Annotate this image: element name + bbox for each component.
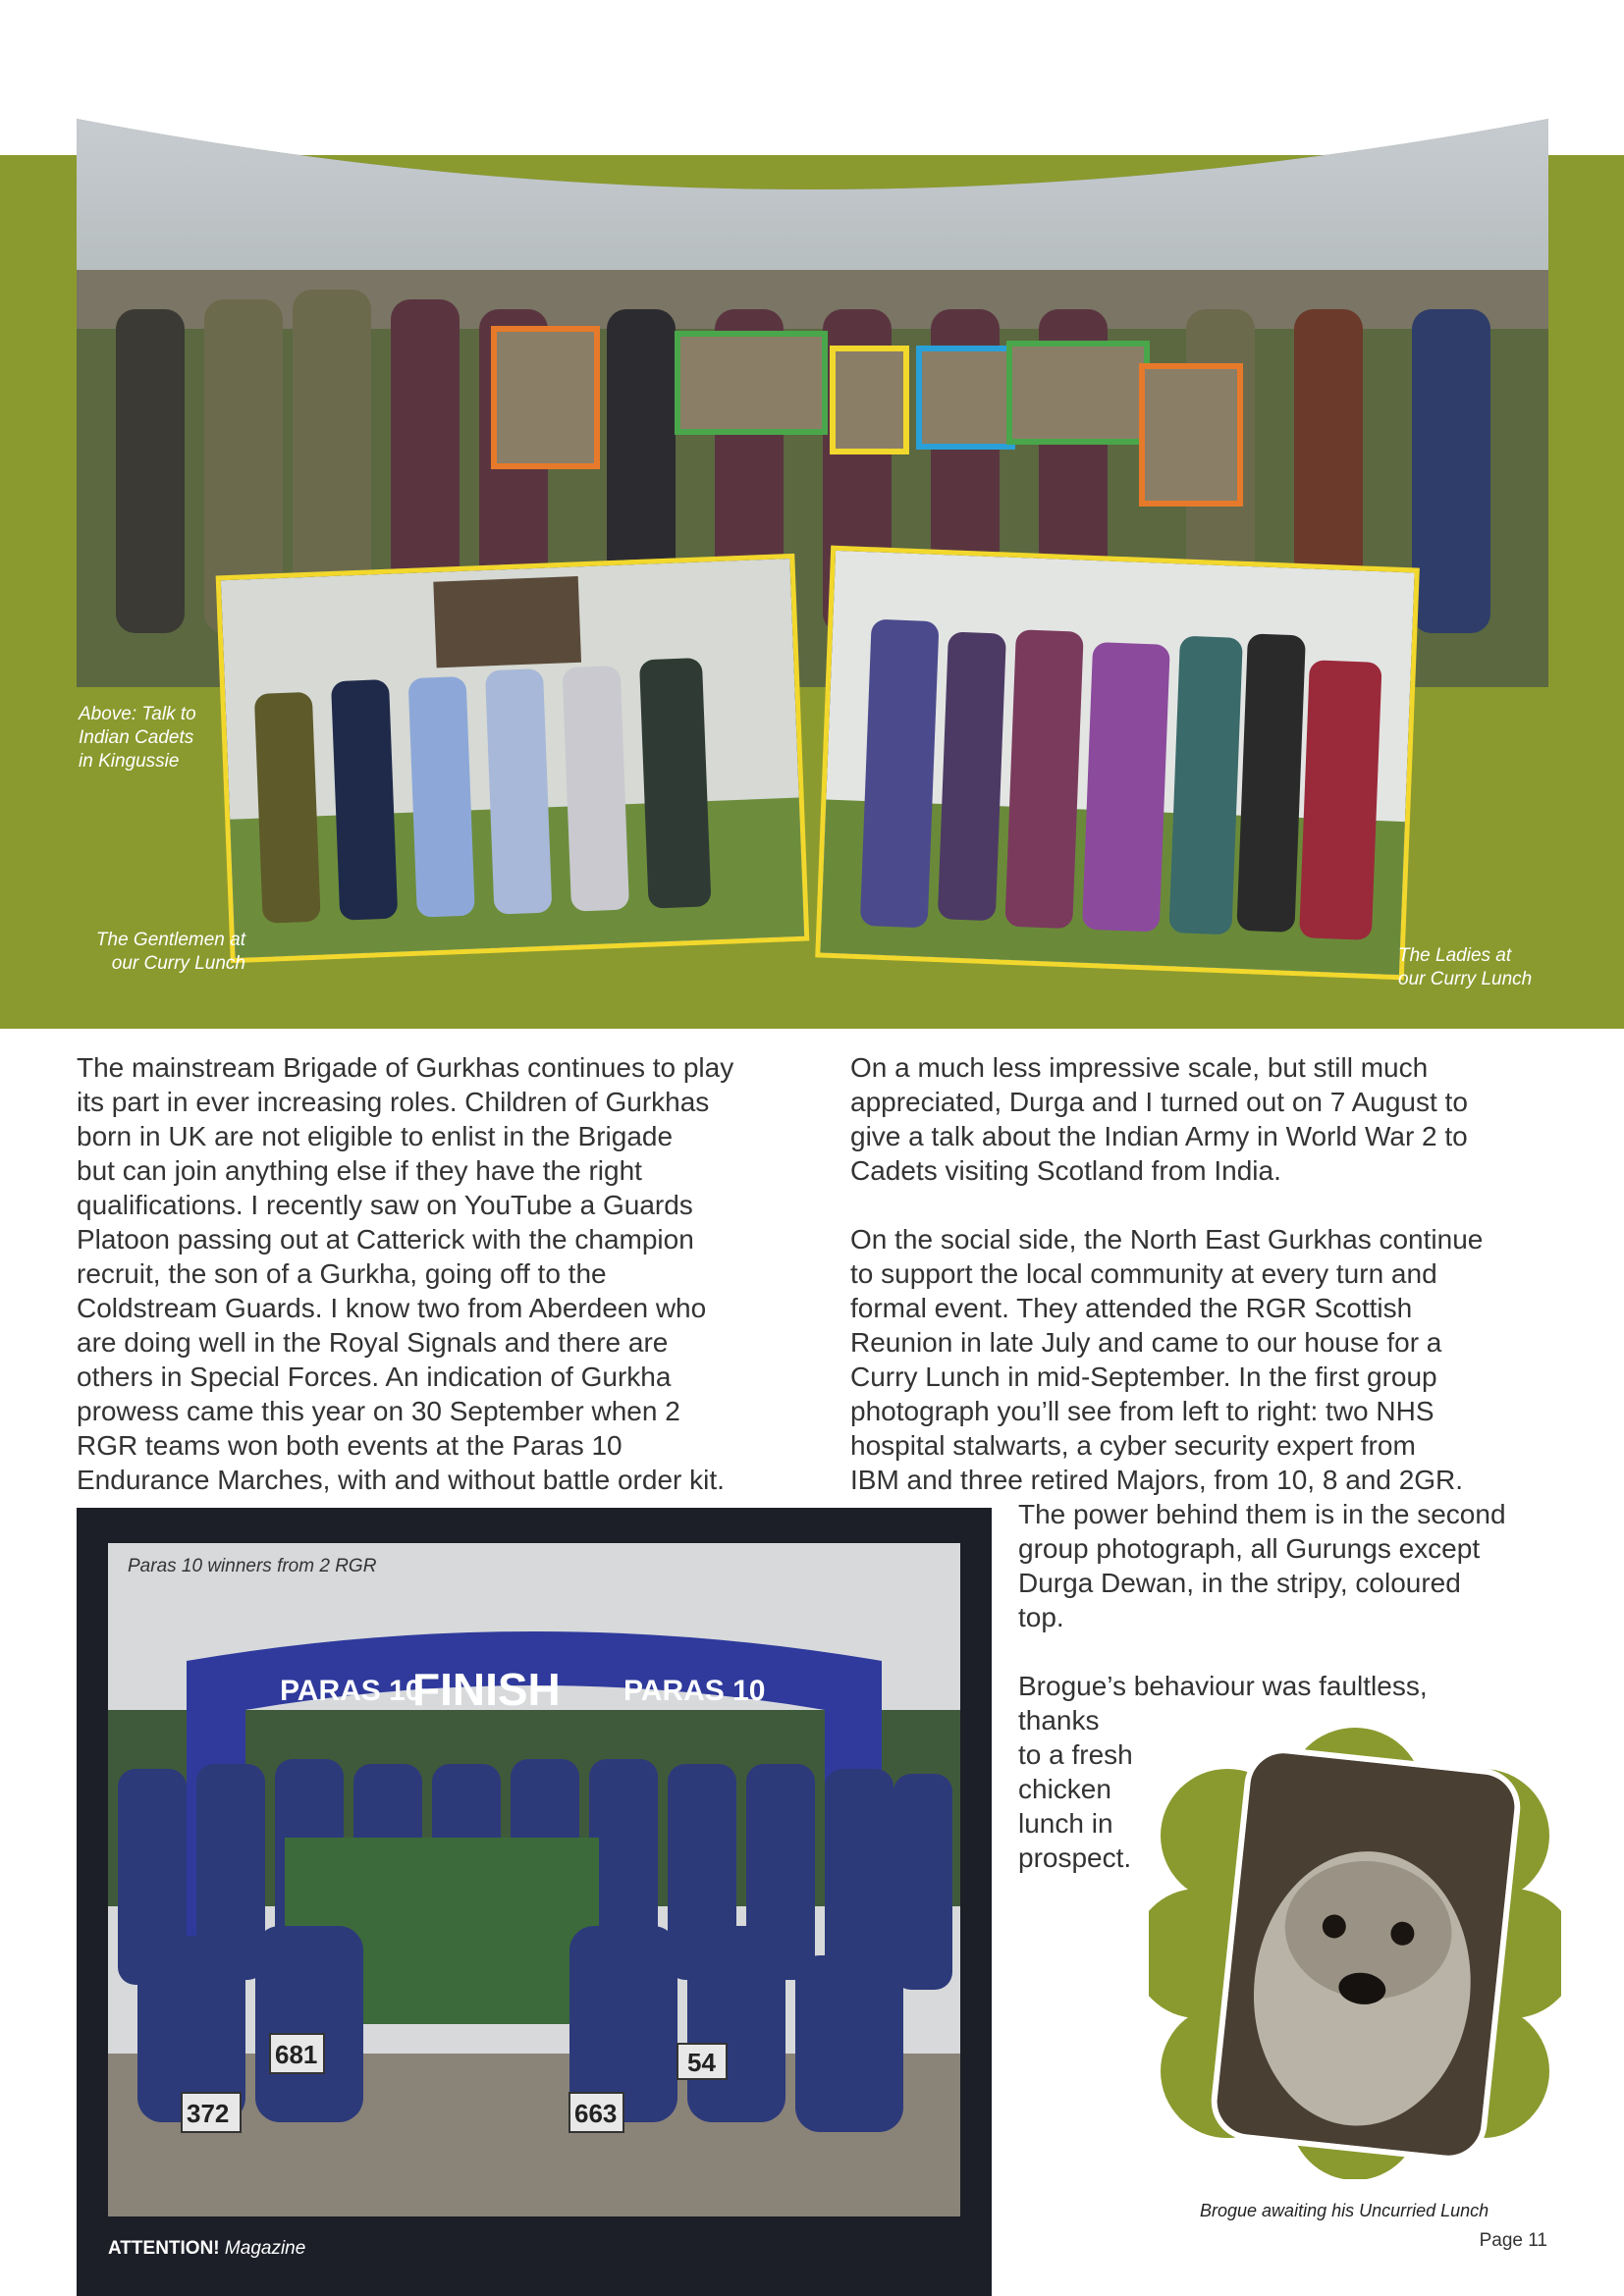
magazine-title-italic: Magazine — [219, 2238, 306, 2259]
article-column-1: The mainstream Brigade of Gurkhas continues to play its part in ever increasing roles. Children of Gurkhas born in UK are not eligible to enlist in the Brigade but can join anything else if they have the right qualifications. I recently saw on YouTube a Guards Platoon passing out at Catterick with the champion recruit, the son of a Gurkha, going off to the Coldstream Guards. I know two from Aberdeen who are doing well in the Royal Signals and there are others in Special Forces. An indication of Gurkha prowess came this year on 30 September when 2 RGR teams won both events at the Paras 10 Endurance Marches, with and without battle order kit. — [77, 1052, 734, 1495]
paras-winners-photo — [108, 1543, 960, 2216]
arch-finish-text: FINISH — [412, 1664, 561, 1715]
arch-logo-right: PARAS 10 — [623, 1675, 766, 1707]
arch-logo-left: PARAS 10 — [280, 1675, 422, 1707]
brogue-dog-photo — [1208, 1743, 1524, 2164]
top-photo-caption: Above: Talk to Indian Cadets in Kingussie — [79, 704, 196, 772]
article-column-2: On a much less impressive scale, but still much appreciated, Durga and I turned out on 7 August to give a talk about the Indian Army in World War 2 to Cadets visiting Scotland from India. On the social side, the North East Gurkhas continue to support the local community at every turn and formal event. They attended the RGR Scottish Reunion in late July and came to our house for a Curry Lunch in mid-September. In the first group photograph you’ll see from left to right: two NHS hospital stalwarts, a cyber security expert from IBM and three retired Majors, from 10, 8 and 2GR. — [850, 1052, 1484, 1495]
page-number: Page 11 — [1479, 2230, 1547, 2251]
bib-54: 54 — [687, 2048, 716, 2077]
gentlemen-photo — [216, 554, 810, 963]
ladies-photo — [815, 546, 1420, 981]
bib-372: 372 — [187, 2099, 230, 2128]
magazine-title — [108, 2238, 305, 2260]
brogue-photo-frame — [1149, 1728, 1561, 2179]
magazine-title-bold: ATTENTION! — [108, 2238, 220, 2259]
paras-caption: Paras 10 winners from 2 RGR — [128, 1556, 377, 1576]
gentlemen-caption: The Gentlemen at our Curry Lunch — [95, 930, 245, 974]
bib-681: 681 — [275, 2040, 318, 2069]
article-column-2-continued: The power behind them is in the second group photograph, all Gurungs except Durga Dewan, in the stripy, coloured top. Brogue’s behaviour was faultless, thanks to a fresh chicken lunch in prospect. — [1018, 1499, 1506, 1873]
brogue-caption: Brogue awaiting his Uncurried Lunch — [1200, 2201, 1489, 2220]
paras-panel — [77, 1508, 992, 2296]
bib-663: 663 — [574, 2099, 618, 2128]
ladies-caption: The Ladies at our Curry Lunch — [1398, 945, 1533, 989]
